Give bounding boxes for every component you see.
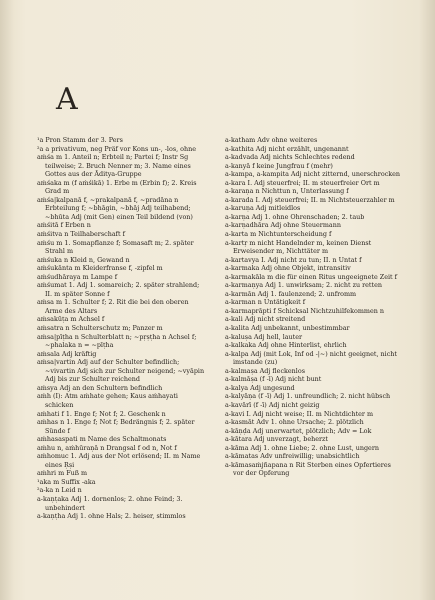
dictionary-entry: a-kaṇṭaka Adj 1. dornenlos; 2. ohne Feind; 3. unbehindert [37,494,183,512]
dictionary-entry: a-kadvada Adj nichts Schlechtes redend [225,153,355,162]
dictionary-entry: aṁśuka n Kleid n, Gewand n [37,255,130,264]
dictionary-entry: a-kartavya I. Adj nicht zu tun; II. n Untat f [225,255,362,264]
dictionary-entry: a-kampa, a-kampita Adj nicht zitternd, unerschrocken [225,170,401,179]
dictionary-entry: aṁśitā f Erben n [37,221,91,230]
section-letter-heading: A [56,82,79,117]
dictionary-entry: aṁśukānta m Kleiderfranse f, -zipfel m [37,264,163,273]
dictionary-entry: a-kasmāt Adv 1. ohne Ursache; 2. plötzlich [225,418,364,427]
dictionary-entry: aṁhas n 1. Enge f; Not f; Bedrängnis f; 2. später Sünde f [37,418,195,435]
dictionary-entry: ¹aka m Suffix -aka [37,477,96,486]
dictionary-entry: aṁśa m 1. Anteil n; Erbteil n; Partei f; Instr Sg teilweise; 2. Bruch Nenner m; 3. Name eines Gottes aus der Āditya-Gruppe [37,153,191,179]
dictionary-entry: a-karman n Untätigkeit f [225,298,306,307]
dictionary-entry: a-kavārī (f -ī) Adj nicht geizig [225,400,320,409]
dictionary-entry: a-kali Adj nicht streitend [225,315,306,324]
dictionary-entry: a-kathita Adj nicht erzählt, ungenannt [225,144,349,153]
dictionary-entry: ²a a privativum, neg Präf vor Kons un-, -los, ohne [37,144,197,153]
dictionary-entry: a-kātara Adj unverzagt, beherzt [225,435,328,444]
dictionary-entry: a-kavi I. Adj nicht weise; II. m Nichtdichter m [225,409,374,418]
dictionary-entry: aṁsa m 1. Schulter f; 2. Rit die bei den oberen Arme des Altars [37,298,189,315]
dictionary-entry: a-karmakāla m die für einen Ritus ungeeignete Zeit f [225,272,398,281]
dictionary-entry: aṁsatra n Schulterschutz m; Panzer m [37,324,163,333]
dictionary-entry: a-karmān Adj 1. faulenzend; 2. unfromm [225,289,357,298]
dictionary-entry: aṁśu m 1. Somapflanze f; Somasaft m; 2. später Strahl m [37,238,194,256]
dictionary-entry: a-katham Adv ohne weiteres [225,136,318,144]
dictionary-entry: aṁh (I): Atm aṁhate gehen; Kaus aṁhayati schicken [37,392,178,409]
dictionary-entry: a-kaluṣa Adj hell, lauter [225,332,303,341]
dictionary-entry: aṁśudhāraya m Lampe f [37,272,118,281]
dictionary-entry: a-kāmasaṁjñapana n Rit Sterben eines Opfertieres vor der Opferung [225,460,391,478]
dictionary-entry: a-kalkaka Adj ohne Hinterlist, ehrlich [225,341,347,350]
dictionary-entry: aṁhri m Fuß m [37,469,88,478]
dictionary-entry: aṁśitva n Teilhaberschaft f [37,230,125,239]
dictionary-entry: aṁsala Adj kräftig [37,349,97,358]
dictionary-entry: a-kartṛ m nicht Handelnder m, keinen Dienst Erweisender m, Nichttäter m [225,238,372,256]
dictionary-entry: a-kalya Adj ungesund [225,383,295,392]
dictionary-entry: a-kalmaṣa Adj fleckenlos [225,366,305,375]
dictionary-entry: a-kara I. Adj steuerfrei; II. m steuerfreier Ort m [225,178,380,187]
dictionary-entry: a-karada I. Adj steuerfrei; II. m Nichtsteuerzahler m [225,195,395,204]
dictionary-entry: aṁsakūṭa m Achsel f [37,315,105,324]
dictionary-entry: a-kanyā f keine Jungfrau f (mehr) [225,161,333,170]
dictionary-entry: a-karmaṇya Adj 1. unwirksam; 2. nicht zu retten [225,281,382,290]
dictionary-entry: a-kalyāṇa (f -ī) Adj 1. unfreundlich; 2. nicht hübsch [225,392,391,401]
dictionary-entry: aṁhati f 1. Enge f; Not f; 2. Geschenk n [37,409,166,418]
dictionary-entry: aṁsa|vartin Adj auf der Schulter befindlich; ~vivartin Adj sich zur Schulter neigend; ~vyāpin Adj bis zur Schulter reichend [37,358,205,384]
dictionary-entry: aṁśaka m (f aṁśikā) 1. Erbe m (Erbin f); 2. Kreis Grad m [37,178,197,196]
dictionary-entry: aṁśumat 1. Adj 1. somareich; 2. später strahlend; II. m später Sonne f [37,281,200,298]
dictionary-entry: aṁhomuc 1. Adj aus der Not erlösend; II. m Name eines Ṛṣi [37,452,201,469]
left-column [37,136,207,521]
dictionary-entry: aṁsa|pīṭha n Schulterblatt n; ~pṛṣṭha n Achsel f; ~phalaka n = ~pīṭha [37,332,197,350]
dictionary-entry: a-karuṇa Adj mitleidlos [225,204,301,213]
dictionary-entry: a-karṇadhāra Adj ohne Steuermann [225,221,341,230]
dictionary-entry: ¹a Pron Stamm der 3. Pers [37,136,123,144]
dictionary-entry: aṁśa|kalpanā f, ~prakalpanā f, ~pradāna n Erbteilung f; ~bhāgin, ~bhāj Adj teilhabend; ~bhūta Adj (mit Gen) einen Teil bildend (von) [37,195,193,221]
dictionary-entry: a-kalmāṣa (f -ī) Adj nicht bunt [225,375,322,384]
dictionary-entry: a-karṇa Adj 1. ohne Ohrenschaden; 2. taub [225,212,365,221]
right-column [225,136,401,478]
dictionary-entry: a-kalpa Adj (mit Lok, Inf od -|~) nicht geeignet, nicht imstande (zu) [225,349,397,367]
dictionary-entry: a-karmaka Adj ohne Objekt, intransitiv [225,264,351,273]
dictionary-entry: a-kaṇṭha Adj 1. ohne Hals; 2. heiser, stimmlos [37,512,186,521]
dictionary-entry: a-kalita Adj unbekannt, unbestimmbar [225,324,350,333]
dictionary-entry: a-karta m Nichtunterscheidung f [225,230,332,239]
dictionary-entry: aṁhu n, aṁhūraṇā n Drangsal f od n, Not f [37,443,177,452]
dictionary-entry: ²a-ka n Leid n [37,486,82,495]
dictionary-entry: a-kāmatas Adv unfreiwillig; unabsichtlich [225,452,360,461]
page-gutter-shadow [0,0,14,600]
dictionary-entry: a-karaṇa n Nichttun n, Unterlassung f [225,187,349,196]
page-edge-shadow [419,0,435,600]
dictionary-entry: a-karmaprāpti f Schicksal Nichtzuhilfekommen n [225,306,385,315]
dictionary-entry: a-kāṇḍa Adj unerwartet, plötzlich; Adv = Lok [225,426,372,435]
dictionary-entry: aṁsya Adj an den Schultern befindlich [37,383,163,392]
dictionary-entry: aṁhasaspati m Name des Schaltmonats [37,435,167,444]
dictionary-entry: a-kāma Adj 1. ohne Liebe; 2. ohne Lust, ungern [225,443,379,452]
